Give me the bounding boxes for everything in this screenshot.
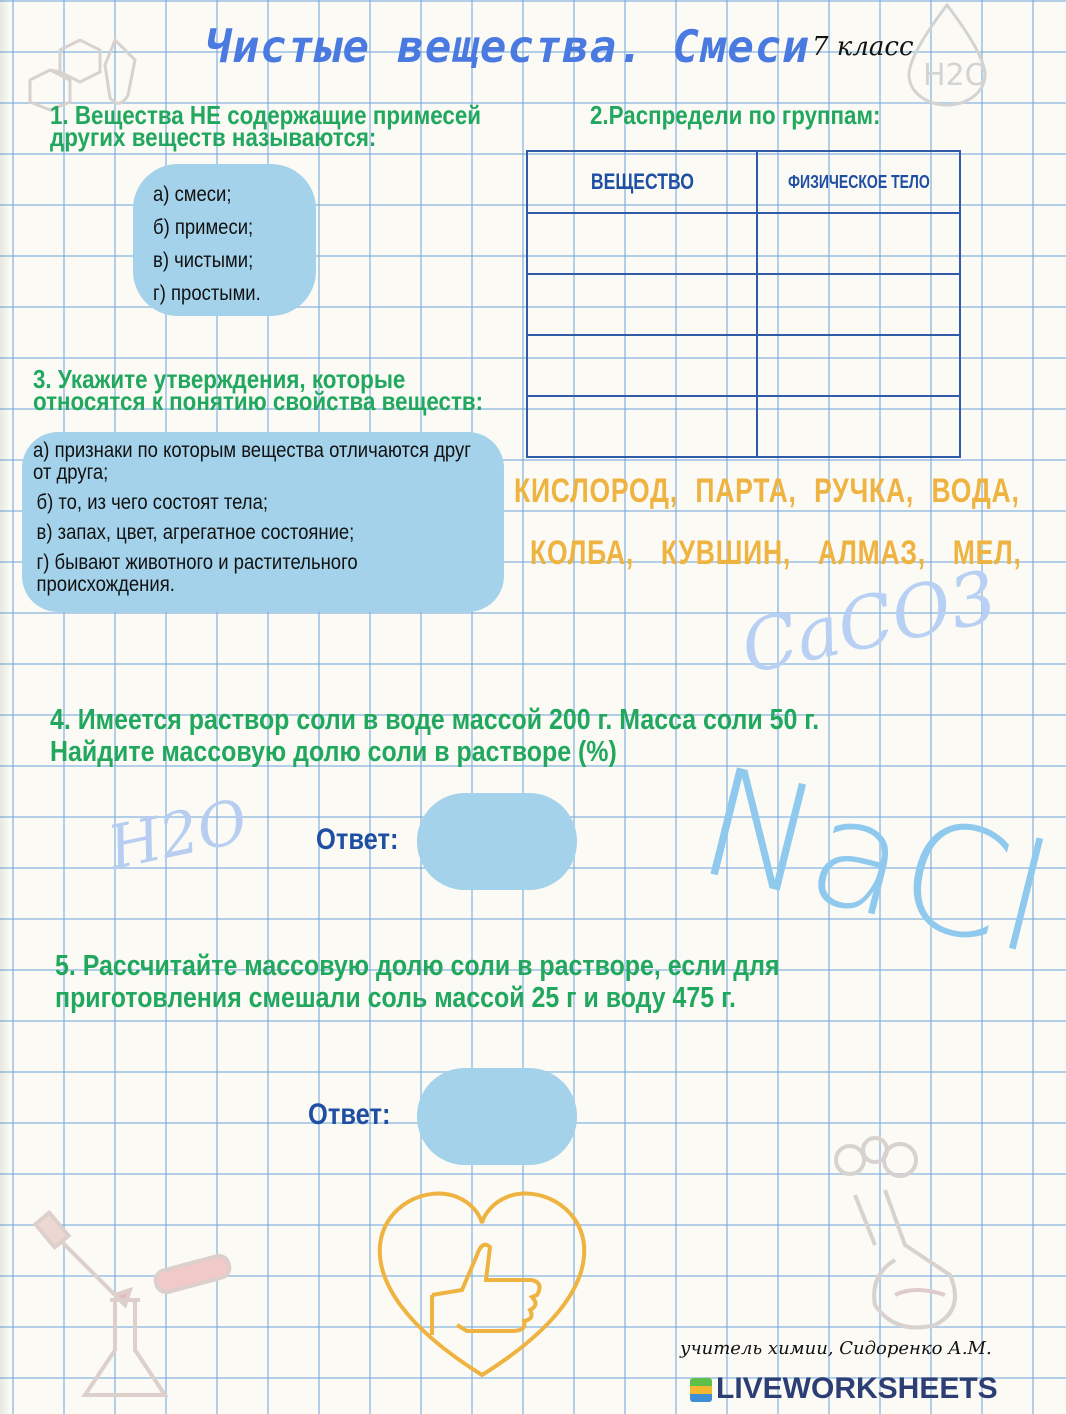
option-3a[interactable]: а) признаки по которым вещества отличаются друг от друга;: [33, 439, 471, 484]
drop-cell-body-2[interactable]: [757, 274, 960, 335]
question-3: 3. Укажите утверждения, которые относятся к понятию свойства веществ:: [33, 364, 484, 416]
option-1d[interactable]: г) простыми.: [153, 282, 261, 305]
answer-input-4[interactable]: [417, 793, 577, 890]
drop-cell-body-3[interactable]: [757, 335, 960, 396]
question-1: 1. Вещества НЕ содержащие примесей других веществ называются:: [50, 100, 482, 152]
drop-cell-body-1[interactable]: [757, 213, 960, 274]
draggable-words-row-2[interactable]: КОЛБА, КУВШИН, АЛМАЗ, МЕЛ,: [530, 534, 1022, 572]
draggable-words-row-1[interactable]: КИСЛОРОД, ПАРТА, РУЧКА, ВОДА,: [514, 472, 1020, 510]
caco3-decoration: CaCO3: [734, 554, 1004, 690]
option-3d[interactable]: г) бывают животного и растительного происхождения.: [36, 551, 358, 596]
drop-cell-substance-2[interactable]: [527, 274, 757, 335]
lab-equipment-left-icon: [35, 1205, 235, 1410]
answer-input-5[interactable]: [417, 1068, 577, 1165]
brand-logo[interactable]: [690, 1372, 998, 1406]
nacl-decoration: NaCl: [684, 735, 1066, 989]
thumbs-up-heart-icon: [372, 1185, 592, 1380]
teacher-credit: учитель химии, Сидоренко А.М.: [680, 1338, 992, 1359]
answer-label-5: Ответ:: [308, 1098, 391, 1131]
options-1-list: [153, 178, 261, 310]
liveworksheets-logo-icon: [690, 1378, 712, 1402]
drop-cell-body-4[interactable]: [757, 396, 960, 457]
question-5: 5. Рассчитайте массовую долю соли в растворе, если для приготовления смешали соль массой 25 г и воду 475 г.: [55, 950, 780, 1014]
option-1a[interactable]: а) смеси;: [153, 183, 232, 206]
drop-cell-substance-4[interactable]: [527, 396, 757, 457]
header-substance: ВЕЩЕСТВО: [527, 151, 757, 213]
page-edge-shadow: [0, 0, 10, 1414]
sorting-table: [526, 150, 961, 458]
option-3b[interactable]: б) то, из чего состоят тела;: [36, 491, 269, 514]
header-physical-body: ФИЗИЧЕСКОЕ ТЕЛО: [757, 151, 960, 213]
options-3-list: [33, 440, 491, 604]
h2o-drop-label: H2O: [923, 58, 989, 93]
option-1b[interactable]: б) примеси;: [153, 216, 254, 239]
brand-name: LIVEWORKSHEETS: [716, 1372, 998, 1405]
question-2: 2.Распредели по группам:: [590, 100, 881, 130]
drop-cell-substance-3[interactable]: [527, 335, 757, 396]
h2o-decoration: H2O: [102, 786, 254, 884]
lab-flask-right-icon: [815, 1135, 975, 1335]
option-1c[interactable]: в) чистыми;: [153, 249, 254, 272]
question-4: 4. Имеется раствор соли в воде массой 200 г. Масса соли 50 г. Найдите массовую долю соли в растворе (%): [50, 704, 820, 768]
answer-label-4: Ответ:: [316, 823, 399, 856]
option-3c[interactable]: в) запах, цвет, агрегатное состояние;: [36, 521, 355, 544]
grade-label: 7 класс: [812, 32, 914, 62]
page-title: Чистые вещества. Смеси: [205, 22, 810, 73]
drop-cell-substance-1[interactable]: [527, 213, 757, 274]
